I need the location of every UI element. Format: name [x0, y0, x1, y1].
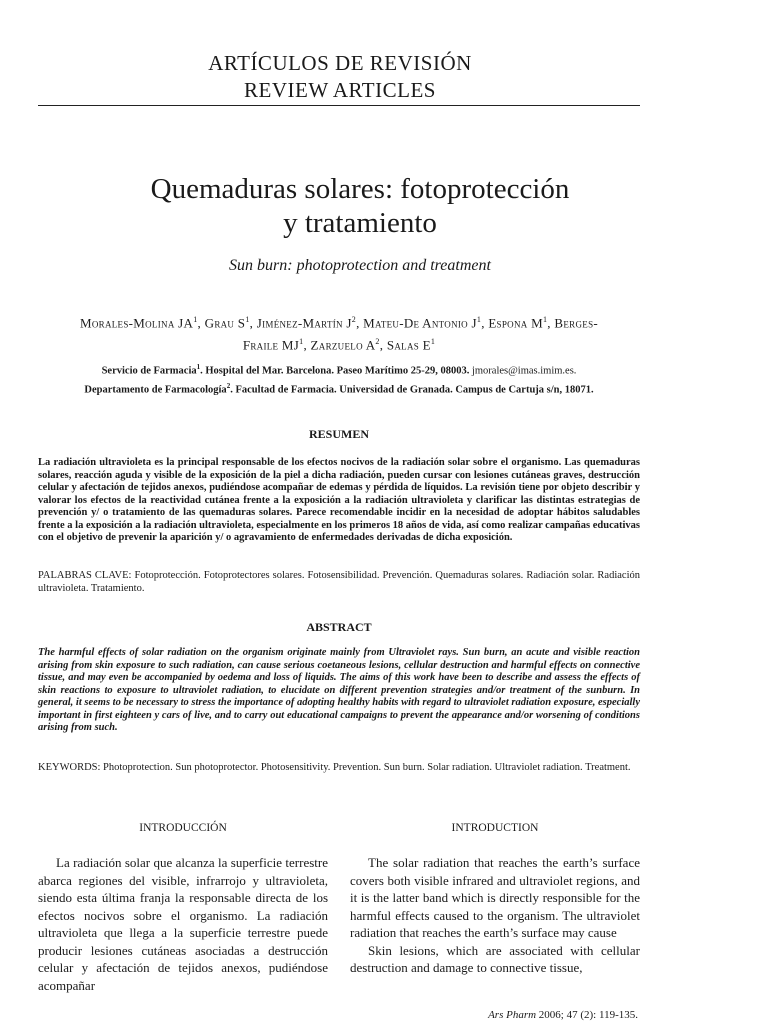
- intro-heading-en: INTRODUCTION: [451, 822, 539, 834]
- affiliation-2: [38, 379, 640, 398]
- journal-name: Ars Pharm: [488, 1009, 537, 1021]
- author-name: Morales-Molina JA: [79, 315, 194, 331]
- citation: 2006; 47 (2): 119-135.: [536, 1009, 638, 1021]
- affiliation-text: Servicio de Farmacia: [101, 365, 197, 377]
- resumen-keywords: PALABRAS CLAVE: Fotoprotección. Fotoprotectores solares. Fotosensibilidad. Prevención. Quemaduras solares. Radiación solar. Radiación ultravioleta. Tratamiento.: [38, 570, 640, 594]
- author-list: [38, 310, 640, 355]
- author-sup: 1: [245, 315, 250, 324]
- author-name: , Grau S: [197, 315, 246, 331]
- author-line-1: [38, 310, 640, 332]
- article-title-line2: y tratamiento: [283, 207, 437, 239]
- author-sup: 1: [476, 315, 482, 324]
- affiliation-text: Departamento de Farmacología: [84, 384, 227, 395]
- affiliation-text: . Facultad de Farmacia. Universidad de Granada. Campus de Cartuja s/n, 18071.: [230, 384, 594, 395]
- author-line-2: [38, 332, 640, 354]
- intro-paragraph: La radiación solar que alcanza la superficie terrestre abarca regiones del visible, infrarrojo y ultravioleta, siendo esta última franja la responsable directa de los efectos nocivos sobre el organismo. La radiación ultravioleta que llega a la superficie terrestre puede producir lesiones cutáneas asociadas a destrucción celular y afectación de tejidos anexos, pudiéndose acompañar: [38, 855, 328, 993]
- article-title-line1: Quemaduras solares: fotoprotección: [150, 173, 570, 205]
- abstract-text: The harmful effects of solar radiation on the organism originate mainly from Ultraviolet rays. Sun burn, an acute and visible reaction arising from skin exposure to such radiation, can cause serious coetaneous lesions, cellular destruction and harmful effects on connective tissue, and may even be accompanied by oedema and loss of liquids. The aims of this work have been to describe and assess the effects of skin reactions to exposure to ultraviolet radiation, to elucidate on different prevention strategies and/or treatment of the sunburn. In general, it seems to be necessary to stress the importance of adopting healthy habits with regard to ultraviolet radiation exposure, especially important in first eighteen y cars of live, and to carry out educational campaigns to prevent the appearance and/or worsening of conditions arising from such.: [38, 647, 640, 733]
- author-sup: 1: [299, 337, 304, 347]
- author-sup: 1: [430, 337, 436, 347]
- intro-heading-es: INTRODUCCIÓN: [139, 822, 227, 834]
- intro-paragraph: Skin lesions, which are associated with cellular destruction and damage to connective tissue,: [350, 942, 640, 975]
- section-header-es: ARTÍCULOS DE REVISIÓN: [208, 51, 472, 75]
- resumen-heading: RESUMEN: [308, 427, 369, 441]
- author-sup: 1: [542, 315, 548, 324]
- author-name: , Jiménez-Martín J: [249, 315, 352, 331]
- author-name: , Zarzuelo A: [303, 337, 376, 353]
- abstract-keywords: KEYWORDS: Photoprotection. Sun photoprotector. Photosensitivity. Prevention. Sun burn. Solar radiation. Ultraviolet radiation. Treatment.: [38, 762, 631, 773]
- affiliation-text: . Hospital del Mar. Barcelona. Paseo Marítimo 25-29, 08003.: [200, 365, 470, 377]
- author-sup: 2: [351, 315, 357, 324]
- affiliation-sup: 1: [196, 363, 201, 371]
- page-footer: [488, 1009, 638, 1021]
- email-link[interactable]: jmorales@imas.imim.es.: [469, 365, 577, 377]
- header-rule: [38, 105, 640, 106]
- article-subtitle: Sun burn: photoprotection and treatment: [229, 257, 491, 274]
- affiliations: [38, 360, 640, 397]
- intro-column-en: [350, 854, 640, 977]
- resumen-text: La radiación ultravioleta es la principal responsable de los efectos nocivos de la radiación solar sobre el organismo. Las quemaduras solares, reacción aguda y visible de la exposición de la piel a dicha radiación, pueden cursar con lesiones cutáneas graves, destrucción celular y afectación de tejidos anexos, pudiéndose acompañar de edemas y pérdida de líquidos. La revisión tiene por objeto describir y valorar los efectos de la reactividad cutánea frente a la exposición a la radiación ultravioleta y clarificar las distintas estrategias de prevención y/ o tratamiento de las quemaduras solares. Parece recomendable incidir en la necesidad de adoptar hábitos saludables frente a la exposición a la radiación ultravioleta, especialmente en los primeros 18 años de vida, así como realizar campañas educativas con el objetivo de prevenir la aparición y/ o agravamiento de enfermedades derivadas de dicha exposición.: [38, 457, 640, 543]
- affiliation-1: [38, 360, 640, 379]
- intro-paragraph: The solar radiation that reaches the earth’s surface covers both visible infrared and ultraviolet regions, and it is the latter band which is directly responsible for the harmful effects caused to the organism. The ultraviolet radiation that reaches the earth’s surface may cause: [350, 855, 640, 940]
- section-header-en: REVIEW ARTICLES: [244, 78, 436, 102]
- author-name: , Mateu-De Antonio J: [356, 315, 477, 331]
- author-sup: 1: [193, 315, 198, 324]
- affiliation-sup: 2: [226, 381, 231, 390]
- author-name: , Berges-: [547, 315, 598, 331]
- author-name: , Espona M: [481, 315, 543, 331]
- author-sup: 2: [375, 337, 380, 347]
- author-name: Fraile MJ: [242, 337, 300, 353]
- author-name: , Salas E: [379, 337, 431, 353]
- intro-column-es: [38, 854, 328, 994]
- abstract-heading: ABSTRACT: [306, 620, 372, 634]
